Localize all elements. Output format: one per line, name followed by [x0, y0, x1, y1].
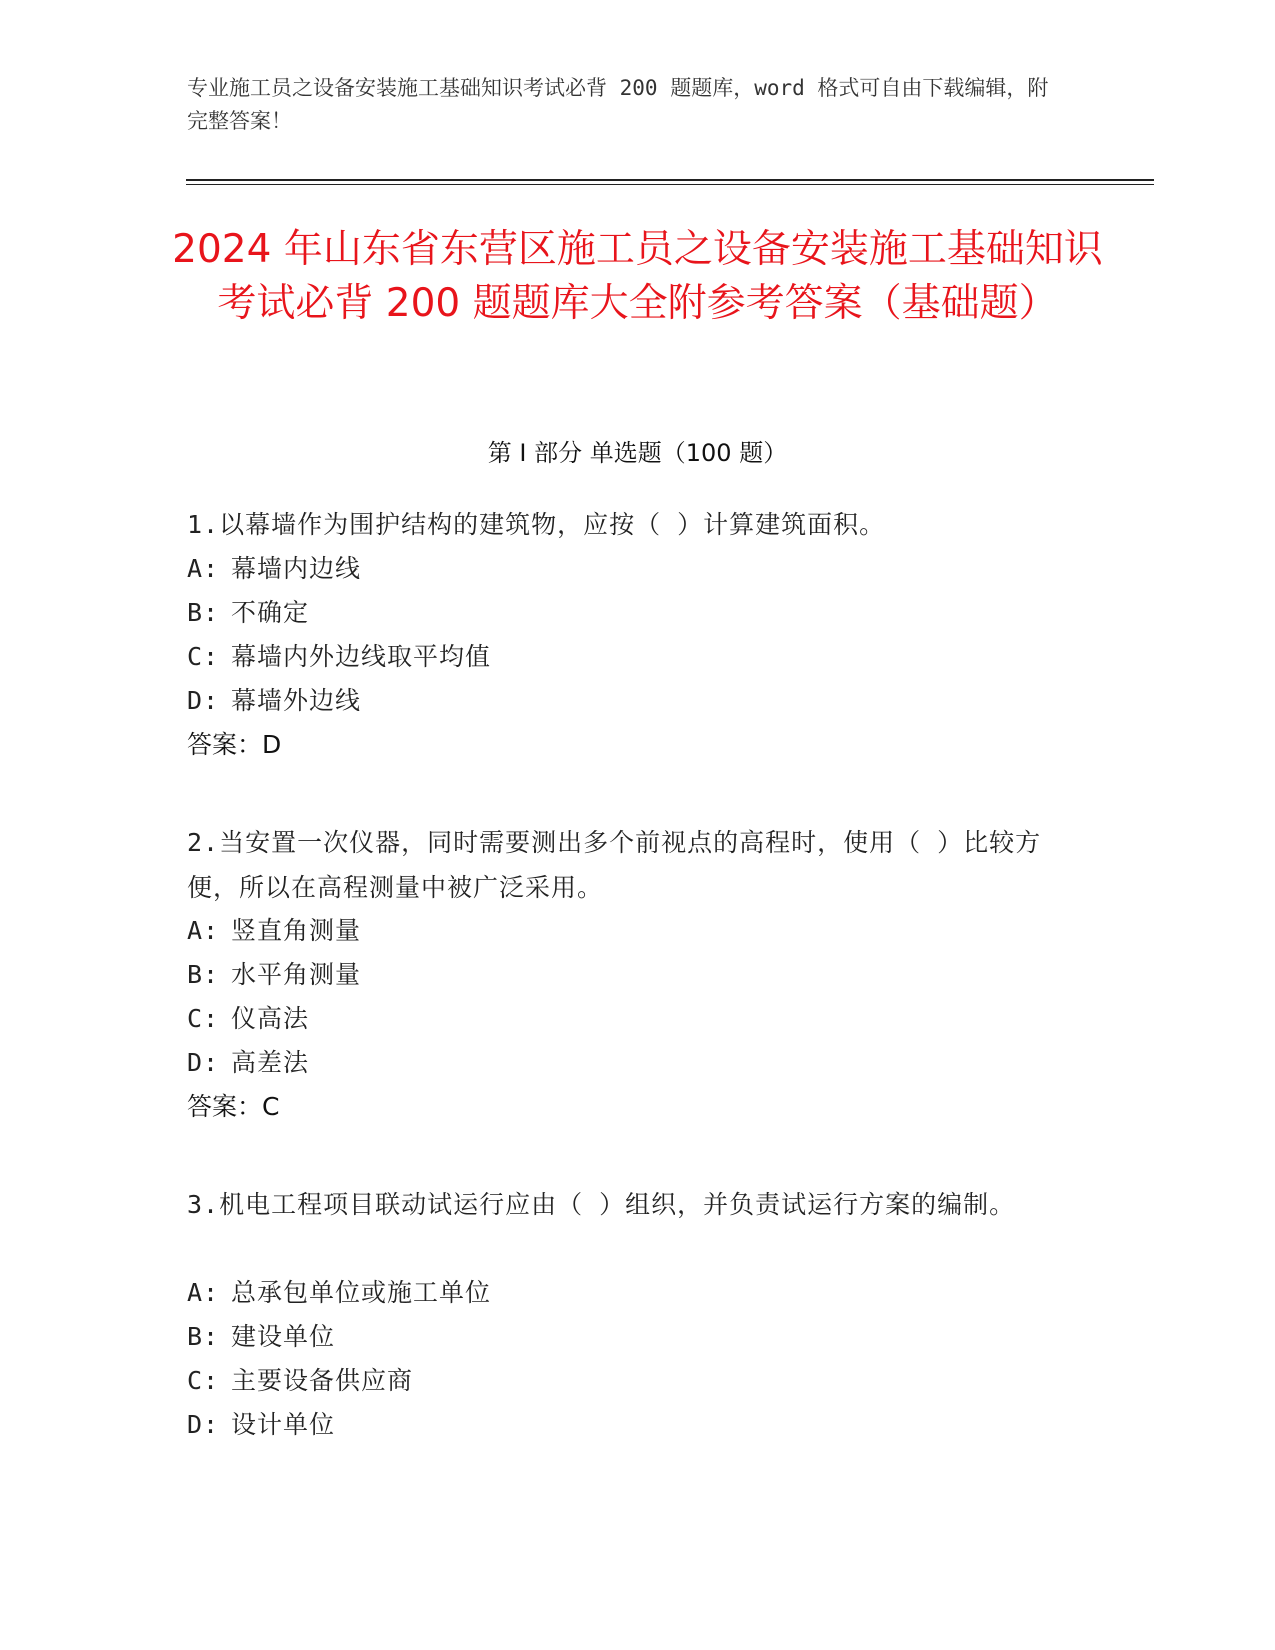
option-text: 不确定: [231, 598, 310, 627]
option-text: 仪高法: [231, 1004, 310, 1033]
question-3-option-c: [187, 1364, 1087, 1398]
option-text: 竖直角测量: [231, 916, 362, 945]
option-letter: B:: [187, 960, 220, 989]
option-text: 总承包单位或施工单位: [231, 1278, 492, 1307]
option-letter: C:: [187, 1366, 220, 1395]
question-2-text: 2.当安置一次仪器，同时需要测出多个前视点的高程时，使用（ ）比较方便，所以在高程测量中被广泛采用。: [187, 828, 1042, 902]
question-3-option-b: [187, 1320, 1087, 1354]
option-letter: B:: [187, 1322, 220, 1351]
question-2-option-c: [187, 1002, 1087, 1036]
option-letter: D:: [187, 686, 220, 715]
question-1-text: 1.以幕墙作为围护结构的建筑物，应按（ ）计算建筑面积。: [187, 510, 886, 539]
document-title: 2024 年山东省东营区施工员之设备安装施工基础知识考试必背 200 题题库大全附参考答案（基础题）: [172, 227, 1103, 326]
question-1-option-c: [187, 640, 1087, 674]
option-letter: A:: [187, 554, 220, 583]
question-3-option-a: [187, 1276, 1087, 1310]
question-2-answer: 答案：C: [187, 1092, 280, 1121]
question-2-option-d: [187, 1046, 1087, 1080]
question-3-option-d: [187, 1408, 1087, 1442]
question-3-text: 3.机电工程项目联动试运行应由（ ）组织，并负责试运行方案的编制。: [187, 1190, 1016, 1219]
question-1-option-a: [187, 552, 1087, 586]
option-letter: C:: [187, 1004, 220, 1033]
option-text: 主要设备供应商: [231, 1366, 414, 1395]
header-divider-thin: [186, 184, 1154, 185]
section-heading: 第 I 部分 单选题（100 题）: [487, 439, 788, 467]
option-text: 建设单位: [231, 1322, 336, 1351]
option-letter: B:: [187, 598, 220, 627]
header-note: 专业施工员之设备安装施工基础知识考试必背 200 题题库，word 格式可自由下载编辑，附完整答案！: [187, 76, 1049, 133]
option-letter: C:: [187, 642, 220, 671]
option-text: 幕墙内外边线取平均值: [231, 642, 492, 671]
option-letter: D:: [187, 1410, 220, 1439]
option-text: 设计单位: [231, 1410, 336, 1439]
option-text: 水平角测量: [231, 960, 362, 989]
option-letter: A:: [187, 916, 220, 945]
question-1-option-d: [187, 684, 1087, 718]
option-text: 幕墙外边线: [231, 686, 362, 715]
header-divider: [186, 179, 1154, 181]
option-letter: D:: [187, 1048, 220, 1077]
question-1-answer: 答案：D: [187, 730, 282, 759]
option-text: 高差法: [231, 1048, 310, 1077]
question-1-option-b: [187, 596, 1087, 630]
question-2-option-b: [187, 958, 1087, 992]
option-text: 幕墙内边线: [231, 554, 362, 583]
option-letter: A:: [187, 1278, 220, 1307]
question-2-option-a: [187, 914, 1087, 948]
